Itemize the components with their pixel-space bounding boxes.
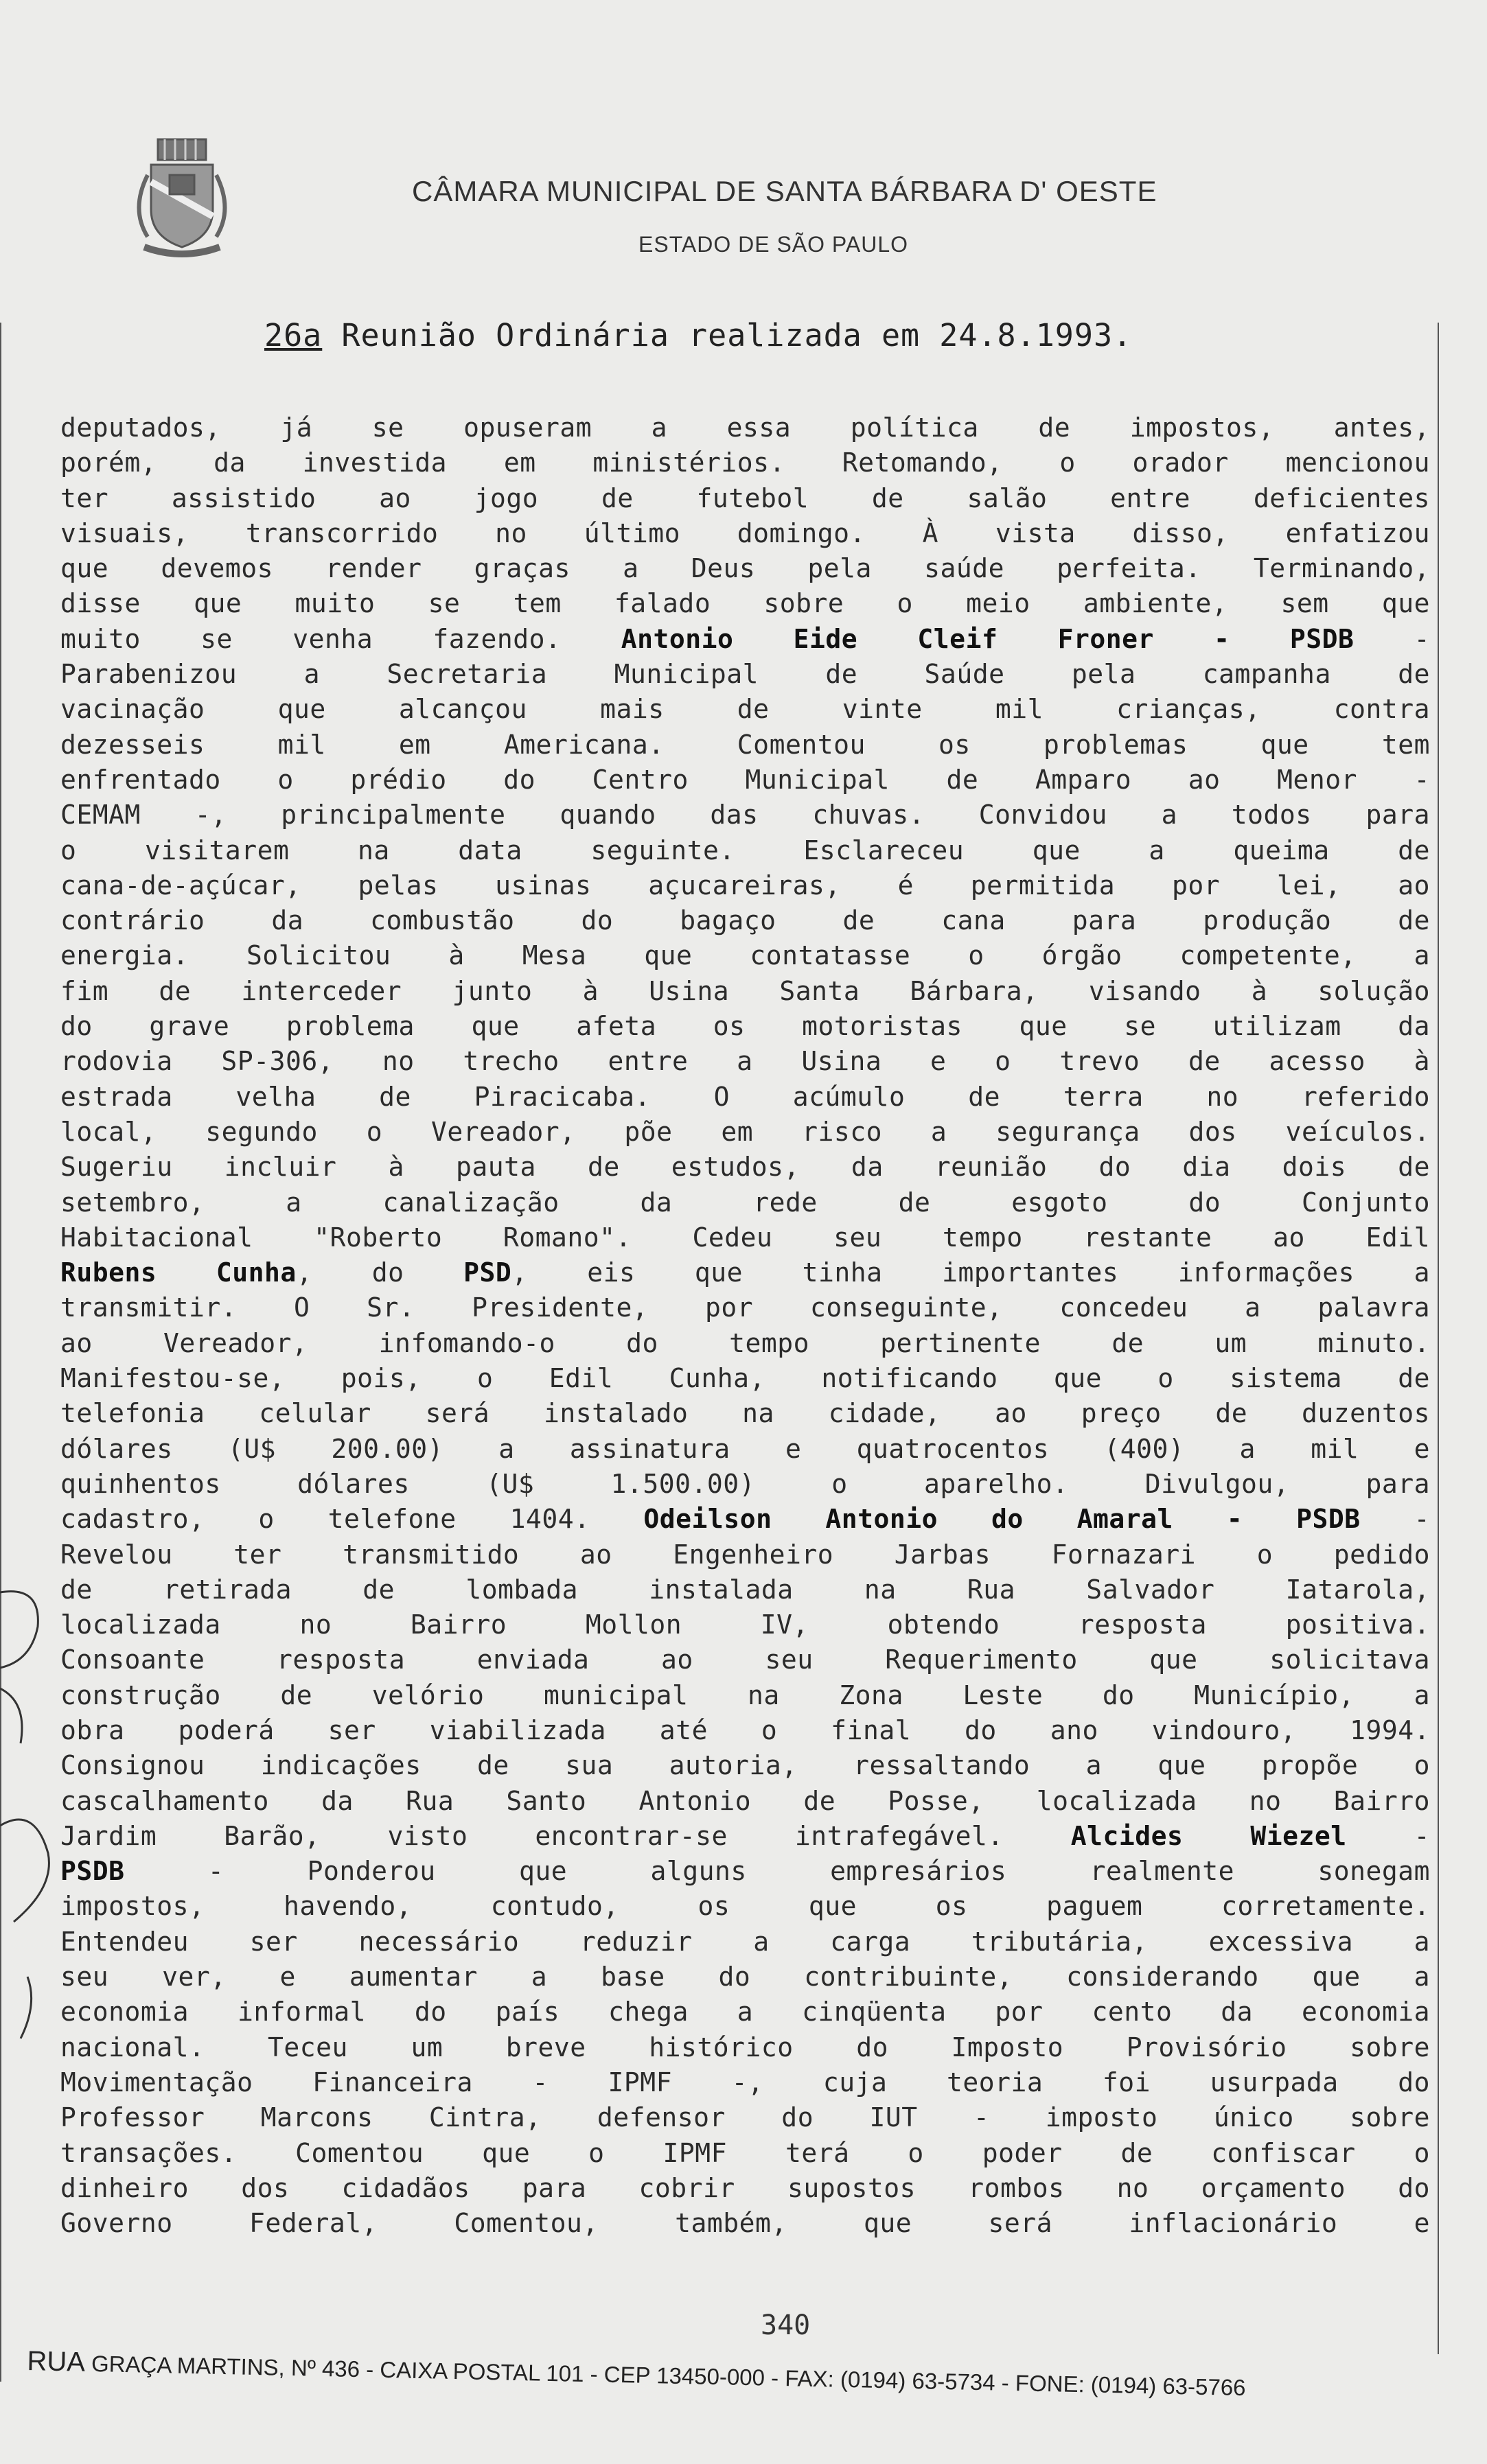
text-segment: Manifestou-se, pois, o Edil Cunha, notificando que o sistema de (60, 1363, 1430, 1394)
text-line (60, 481, 1430, 516)
text-segment: Sugeriu incluir à pauta de estudos, da reunião do dia dois de (60, 1152, 1430, 1183)
text-segment: enfrentado o prédio do Centro Municipal de Amparo ao Menor - (60, 764, 1430, 795)
speaker-name: Antonio Eide Cleif Froner - PSDB (621, 623, 1355, 654)
text-line (60, 516, 1430, 551)
text-line (60, 1889, 1430, 1924)
page-border-left (0, 323, 1, 2382)
text-segment: o visitarem na data seguinte. Esclareceu que a queima de (60, 835, 1430, 865)
text-line (60, 938, 1430, 973)
text-segment: impostos, havendo, contudo, os que os paguem corretamente. (60, 1891, 1430, 1922)
text-line (60, 657, 1430, 692)
text-segment: Entendeu ser necessário reduzir a carga tributária, excessiva a (60, 1926, 1430, 1957)
text-segment: disse que muito se tem falado sobre o meio ambiente, sem que (60, 588, 1430, 619)
speaker-name: Alcides Wiezel (1070, 1820, 1347, 1851)
text-line (60, 1995, 1430, 2030)
text-line (60, 1748, 1430, 1783)
text-segment: - (1360, 1504, 1430, 1535)
text-line (60, 1607, 1430, 1642)
text-segment: economia informal do país chega a cinqüenta por cento da economia (60, 1997, 1430, 2027)
text-line (60, 622, 1430, 657)
text-segment: Movimentação Financeira - IPMF -, cuja teoria foi usurpada do (60, 2067, 1430, 2097)
speaker-name: PSD (463, 1257, 512, 1288)
text-line (60, 1326, 1430, 1361)
text-line (60, 1361, 1430, 1396)
text-line (60, 763, 1430, 798)
text-segment: do grave problema que afeta os motoristas que se utilizam da (60, 1011, 1430, 1042)
text-line (60, 2171, 1430, 2206)
text-segment: muito se venha fazendo. (60, 623, 621, 654)
text-segment: local, segundo o Vereador, põe em risco a segurança dos veículos. (60, 1116, 1430, 1147)
text-line (60, 2065, 1430, 2100)
text-line (60, 2030, 1430, 2065)
text-line (60, 1115, 1430, 1150)
text-segment: quinhentos dólares (U$ 1.500.00) o aparelho. Divulgou, para (60, 1468, 1430, 1499)
text-line (60, 1642, 1430, 1677)
text-line (60, 586, 1430, 621)
page-border-right (1438, 323, 1439, 2354)
text-line (60, 1080, 1430, 1115)
text-segment: visuais, transcorrido no último domingo. À vista disso, enfatizou (60, 518, 1430, 548)
text-line (60, 2136, 1430, 2171)
text-segment: , do (296, 1257, 464, 1288)
text-line (60, 1925, 1430, 1960)
text-line (60, 1784, 1430, 1819)
text-segment: Parabenizou a Secretaria Municipal de Saúde pela campanha de (60, 659, 1430, 690)
text-segment: Habitacional "Roberto Romano". Cedeu seu tempo restante ao Edil (60, 1222, 1430, 1253)
text-line (60, 1537, 1430, 1572)
text-segment: transmitir. O Sr. Presidente, por conseguinte, concedeu a palavra (60, 1292, 1430, 1323)
text-line (60, 728, 1430, 763)
text-segment: contrário da combustão do bagaço de cana para produção de (60, 905, 1430, 936)
text-segment: dezesseis mil em Americana. Comentou os problemas que tem (60, 729, 1430, 760)
text-line (60, 410, 1430, 445)
text-segment: CEMAM -, principalmente quando das chuvas. Convidou a todos para (60, 800, 1430, 830)
page-number: 340 (761, 2310, 811, 2341)
text-line (60, 1854, 1430, 1889)
text-segment: dólares (U$ 200.00) a assinatura e quatrocentos (400) a mil e (60, 1433, 1430, 1464)
speaker-name: PSDB (60, 1856, 125, 1887)
text-line (60, 1960, 1430, 1995)
text-line (60, 1502, 1430, 1537)
text-segment: ter assistido ao jogo de futebol de salão entre deficientes (60, 483, 1430, 513)
text-segment: vacinação que alcançou mais de vinte mil crianças, contra (60, 694, 1430, 725)
session-number: 26a (264, 317, 323, 353)
minutes-body (60, 410, 1430, 2241)
text-segment: dinheiro dos cidadãos para cobrir supostos rombos no orçamento do (60, 2172, 1430, 2203)
text-line (60, 1185, 1430, 1220)
text-segment: telefonia celular será instalado na cidade, ao preço de duzentos (60, 1398, 1430, 1429)
text-line (60, 1467, 1430, 1502)
text-segment: deputados, já se opuseram a essa política de impostos, antes, (60, 412, 1430, 443)
handwritten-signature-icon (0, 1565, 82, 2045)
text-line (60, 2206, 1430, 2241)
text-segment: fim de interceder junto à Usina Santa Bárbara, visando à solução (60, 975, 1430, 1006)
text-segment: localizada no Bairro Mollon IV, obtendo resposta positiva. (60, 1609, 1430, 1640)
session-title (264, 317, 1294, 353)
text-segment: cadastro, o telefone 1404. (60, 1504, 644, 1535)
text-segment: Professor Marcons Cintra, defensor do IUT - imposto único sobre (60, 2102, 1430, 2133)
text-segment: Governo Federal, Comentou, também, que será inflacionário e (60, 2208, 1430, 2239)
text-line (60, 692, 1430, 727)
text-segment: ao Vereador, infomando-o do tempo pertinente de um minuto. (60, 1327, 1430, 1358)
text-line (60, 1713, 1430, 1748)
text-segment: porém, da investida em ministérios. Retomando, o orador mencionou (60, 448, 1430, 478)
text-line (60, 798, 1430, 833)
text-segment: Consoante resposta enviada ao seu Requerimento que solicitava (60, 1644, 1430, 1675)
speaker-name: Odeilson Antonio do Amaral - PSDB (643, 1504, 1361, 1535)
footer-address-text: GRAÇA MARTINS, Nº 436 - CAIXA POSTAL 101 - CEP 13450-000 - FAX: (0194) 63-5734 - FONE: (0194) 63-5766 (91, 2350, 1246, 2401)
text-segment: obra poderá ser viabilizada até o final do ano vindouro, 1994. (60, 1715, 1430, 1745)
text-segment: , eis que tinha importantes informações a (511, 1257, 1430, 1288)
footer-text (27, 2346, 1246, 2402)
text-segment: estrada velha de Piracicaba. O acúmulo de terra no referido (60, 1081, 1430, 1112)
text-line (60, 551, 1430, 586)
text-segment: construção de velório municipal na Zona Leste do Município, a (60, 1680, 1430, 1710)
text-segment: rodovia SP-306, no trecho entre a Usina e o trevo de acesso à (60, 1046, 1430, 1077)
text-segment: de retirada de lombada instalada na Rua Salvador Iatarola, (60, 1574, 1430, 1605)
text-segment: transações. Comentou que o IPMF terá o poder de confiscar o (60, 2137, 1430, 2168)
text-segment: Revelou ter transmitido ao Engenheiro Jarbas Fornazari o pedido (60, 1539, 1430, 1570)
text-segment: cana-de-açúcar, pelas usinas açucareiras, é permitida por lei, ao (60, 870, 1430, 900)
text-segment: que devemos render graças a Deus pela saúde perfeita. Terminando, (60, 553, 1430, 584)
text-line (60, 1290, 1430, 1325)
text-segment: setembro, a canalização da rede de esgoto do Conjunto (60, 1187, 1430, 1218)
text-line (60, 1819, 1430, 1854)
text-segment: Consignou indicações de sua autoria, ressaltando a que propõe o (60, 1750, 1430, 1781)
text-line (60, 833, 1430, 868)
text-segment: - (1346, 1820, 1430, 1851)
footer-prefix: RUA (27, 2346, 86, 2378)
text-segment: - (1354, 623, 1430, 654)
text-line (60, 868, 1430, 903)
text-segment: energia. Solicitou à Mesa que contatasse o órgão competente, a (60, 940, 1430, 971)
text-line (60, 1432, 1430, 1467)
coat-of-arms-icon (127, 134, 237, 264)
text-segment: seu ver, e aumentar a base do contribuinte, considerando que a (60, 1962, 1430, 1992)
state-name: ESTADO DE SÃO PAULO (638, 232, 909, 257)
text-segment: nacional. Teceu um breve histórico do Imposto Provisório sobre (60, 2032, 1430, 2062)
text-line (60, 1396, 1430, 1431)
institution-name: CÂMARA MUNICIPAL DE SANTA BÁRBARA D' OESTE (412, 175, 1157, 207)
session-title-rest: Reunião Ordinária realizada em 24.8.1993. (322, 317, 1133, 353)
text-line (60, 1572, 1430, 1607)
text-line (60, 445, 1430, 480)
text-line (60, 1009, 1430, 1044)
text-line (60, 1220, 1430, 1255)
text-line (60, 974, 1430, 1009)
text-line (60, 1150, 1430, 1185)
text-line (60, 903, 1430, 938)
text-segment: - Ponderou que alguns empresários realmente sonegam (124, 1856, 1430, 1887)
footer-address (27, 2346, 1476, 2428)
speaker-name: Rubens Cunha (60, 1257, 297, 1288)
text-segment: cascalhamento da Rua Santo Antonio de Posse, localizada no Bairro (60, 1785, 1430, 1816)
text-line (60, 2100, 1430, 2135)
text-line (60, 1678, 1430, 1713)
text-segment: Jardim Barão, visto encontrar-se intrafegável. (60, 1820, 1071, 1851)
text-line (60, 1044, 1430, 1079)
text-line (60, 1255, 1430, 1290)
